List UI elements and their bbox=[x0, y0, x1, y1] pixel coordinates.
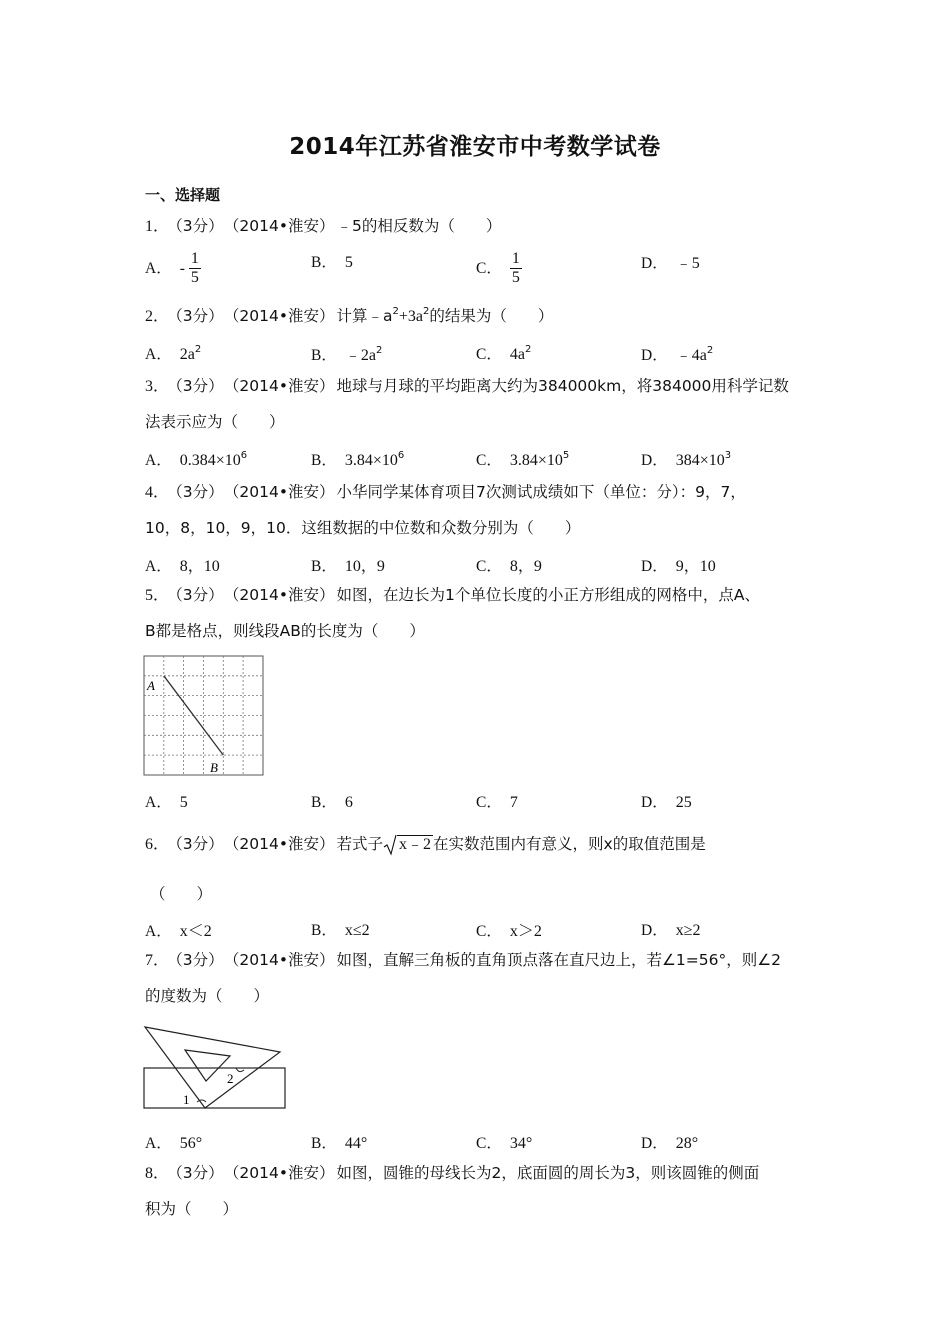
ruler-triangle-figure bbox=[140, 1022, 290, 1112]
question-2: 2． （3分） （2014•淮安） 计算$﹣a^2+3a^2$的结果为（ ） bbox=[145, 306, 554, 325]
option-a[interactable]: A． 56° bbox=[145, 1135, 203, 1152]
option-a[interactable]: A． $0.384\times 10^6$ bbox=[145, 450, 248, 469]
question-1: 1． （3分） （2014•淮安） ﹣5的相反数为（ ） bbox=[145, 217, 502, 235]
grid-figure bbox=[143, 655, 265, 777]
question-1-options bbox=[145, 250, 825, 290]
question-3-line2: 法表示应为（ ） bbox=[145, 413, 285, 431]
option-d[interactable]: D． 9，10 bbox=[641, 558, 716, 575]
option-b[interactable]: B． 6 bbox=[311, 794, 353, 811]
option-d[interactable]: D． ﹣5 bbox=[641, 255, 700, 272]
grid-lines bbox=[144, 656, 263, 775]
ruler bbox=[144, 1068, 285, 1108]
question-6: 6． （3分） （2014•淮安） 若式子 x﹣2 在实数范围内有意义，则x的取值范围是 bbox=[145, 826, 815, 863]
angle-1-label: 1 bbox=[183, 1092, 190, 1107]
question-3: 3． （3分） （2014•淮安） 地球与月球的平均距离大约为384000km，将384000用科学记数 bbox=[145, 377, 789, 395]
option-a[interactable]: A． $2a^2$ bbox=[145, 344, 202, 363]
option-c[interactable]: C． 7 bbox=[476, 794, 518, 811]
option-d[interactable]: D． x≥2 bbox=[641, 922, 701, 939]
option-d[interactable]: D． 25 bbox=[641, 794, 692, 811]
option-d[interactable]: D． $﹣4a^2$ bbox=[641, 345, 714, 364]
radical-sign-icon bbox=[383, 834, 397, 856]
question-5-options bbox=[145, 790, 825, 830]
option-b[interactable]: B． $﹣2a^2$ bbox=[311, 345, 383, 364]
option-c[interactable]: C． $\frac{1}{5}$ bbox=[476, 250, 520, 286]
angle-2-label: 2 bbox=[227, 1071, 234, 1086]
option-d[interactable]: D． 28° bbox=[641, 1135, 699, 1152]
section-heading: 一、选择题 bbox=[145, 186, 221, 204]
question-5-line2: B都是格点，则线段AB的长度为（ ） bbox=[145, 622, 425, 640]
option-a[interactable]: A． - $\frac{1}{5}$ bbox=[145, 250, 199, 286]
option-b[interactable]: B． $3.84\times 10^6$ bbox=[311, 450, 405, 469]
option-b[interactable]: B． 10，9 bbox=[311, 558, 385, 575]
question-4-line2: 10，8，10，9，10．这组数据的中位数和众数分别为（ ） bbox=[145, 519, 581, 537]
option-a[interactable]: A． 8，10 bbox=[145, 558, 220, 575]
page-title: 2014年江苏省淮安市中考数学试卷 bbox=[289, 134, 661, 160]
option-b[interactable]: B． 44° bbox=[311, 1135, 368, 1152]
label-b: B bbox=[210, 760, 218, 775]
question-6-line2: （ ） bbox=[150, 885, 213, 903]
option-b[interactable]: B． x≤2 bbox=[311, 922, 370, 939]
fraction: $\frac{1}{5}$ bbox=[511, 250, 520, 286]
fraction: $\frac{1}{5}$ bbox=[190, 250, 199, 286]
option-c[interactable]: C． 34° bbox=[476, 1135, 533, 1152]
option-c[interactable]: C． $4a^2$ bbox=[476, 344, 532, 363]
question-8: 8． （3分） （2014•淮安） 如图，圆锥的母线长为2，底面圆的周长为3，则该圆锥的侧面 bbox=[145, 1164, 760, 1182]
option-b[interactable]: B． 5 bbox=[311, 254, 353, 271]
label-a: A bbox=[147, 678, 155, 693]
option-c[interactable]: C． 8，9 bbox=[476, 558, 542, 575]
option-a[interactable]: A． x＜2 bbox=[145, 923, 212, 940]
option-d[interactable]: D． $384\times 10^3$ bbox=[641, 450, 732, 469]
angle-1-arc bbox=[197, 1100, 206, 1102]
sqrt-expression: x﹣2 bbox=[383, 826, 433, 863]
option-c[interactable]: C． $3.84\times 10^5$ bbox=[476, 450, 570, 469]
set-square-inner bbox=[185, 1050, 230, 1081]
question-7-line2: 的度数为（ ） bbox=[145, 987, 270, 1005]
question-5: 5． （3分） （2014•淮安） 如图，在边长为1个单位长度的小正方形组成的网格中，点A、 bbox=[145, 586, 760, 604]
option-a[interactable]: A． 5 bbox=[145, 794, 188, 811]
option-c[interactable]: C． x＞2 bbox=[476, 923, 542, 940]
question-7: 7． （3分） （2014•淮安） 如图，直解三角板的直角顶点落在直尺边上，若∠1=56°，则∠2 bbox=[145, 951, 781, 969]
question-8-line2: 积为（ ） bbox=[145, 1200, 239, 1218]
question-4: 4． （3分） （2014•淮安） 小华同学某体育项目7次测试成绩如下（单位：分）：9，7， bbox=[145, 483, 746, 501]
